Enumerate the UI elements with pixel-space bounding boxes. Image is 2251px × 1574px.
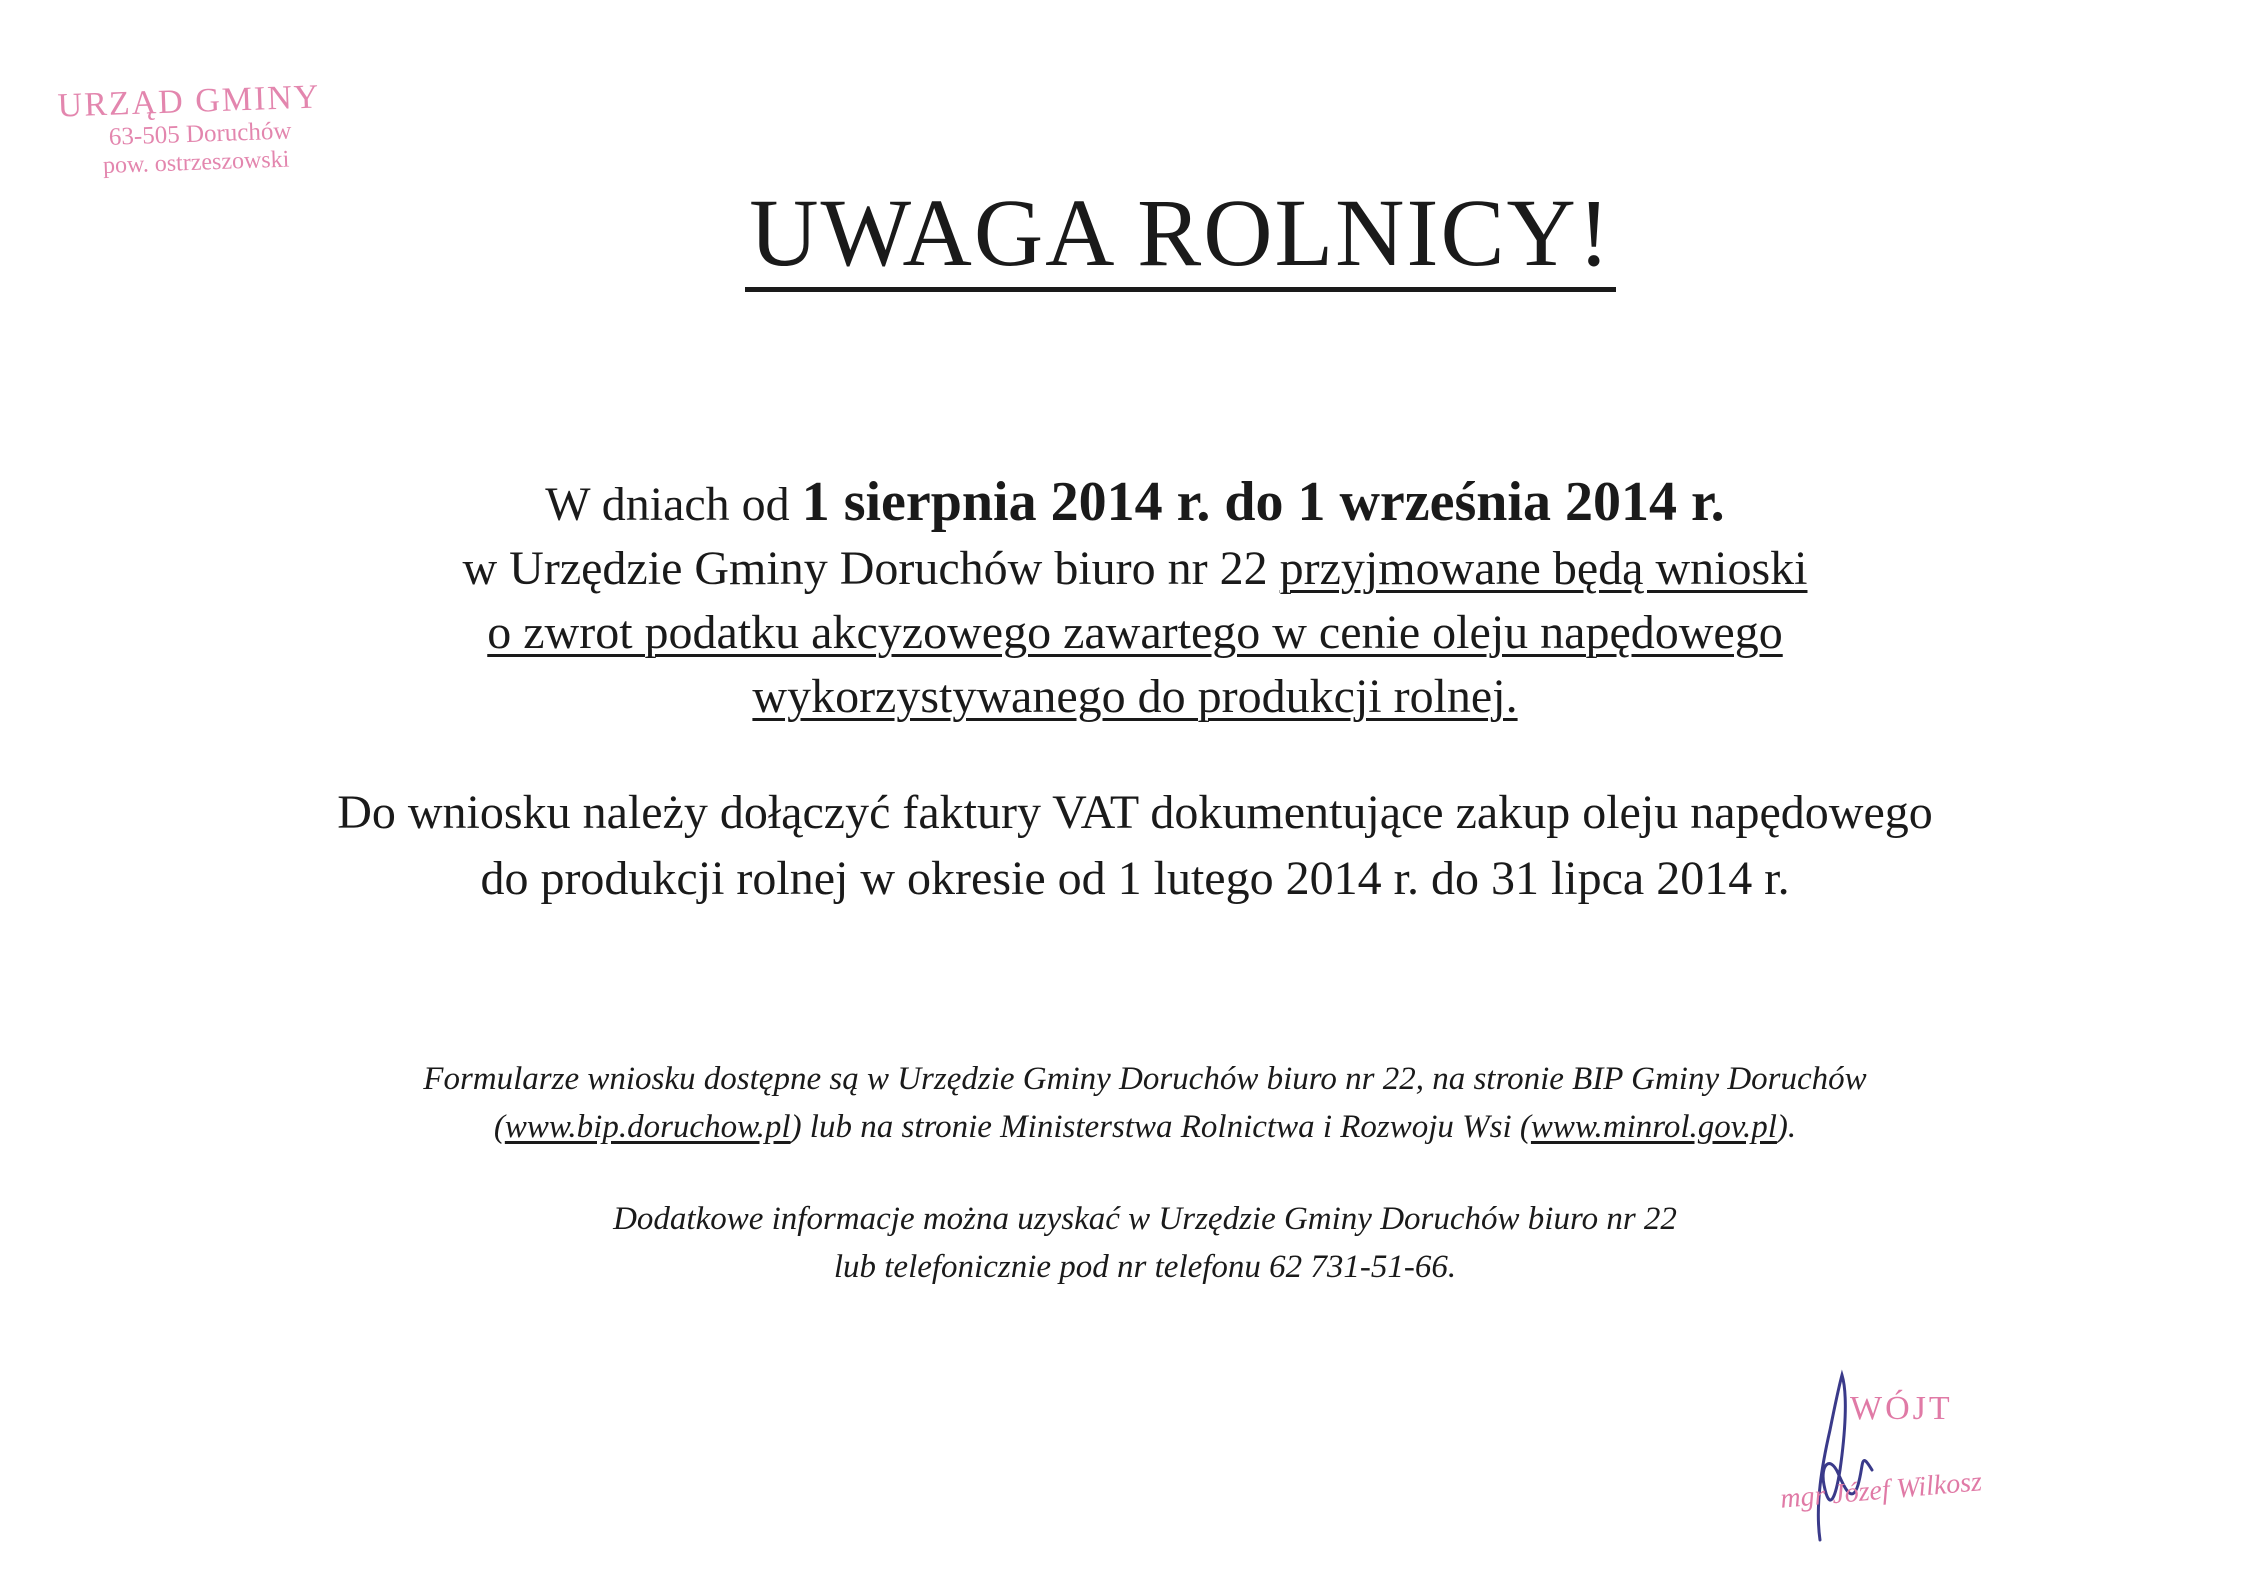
bip-link[interactable]: www.bip.doruchow.pl [504,1109,791,1145]
signature-role: WÓJT [1850,1390,1953,1427]
accepted-applications: przyjmowane będą wnioski [1279,542,1808,595]
stamp-line-address: 63-505 Doruchów [108,117,292,151]
tax-refund-text: o zwrot podatku akcyzowego zawartego w cenie oleju napędowego [487,606,1783,659]
contact-info-line-1: Dodatkowe informacje można uzyskać w Urzędzie Gminy Doruchów biuro nr 22 [613,1201,1677,1237]
stamp-line-county: pow. ostrzeszowski [102,146,290,179]
date-range: 1 sierpnia 2014 r. do 1 września 2014 r. [801,471,1725,533]
paren-close: ). [1776,1109,1797,1145]
attachment-requirements [160,780,2110,912]
office-location: w Urzędzie Gminy Doruchów biuro nr 22 [462,542,1280,595]
announcement-line-1 [200,470,2070,537]
forms-info-line-2 [180,1103,2110,1151]
requirements-line-1: Do wniosku należy dołączyć faktury VAT dokumentujące zakup oleju napędowego [337,786,1933,839]
main-announcement [200,470,2070,729]
requirements-line-2: do produkcji rolnej w okresie od 1 lutego 2014 r. do 31 lipca 2014 r. [480,852,1790,905]
announcement-line-3 [200,601,2070,665]
announcement-line-2 [200,537,2070,601]
contact-info [180,1195,2110,1291]
minrol-link[interactable]: www.minrol.gov.pl [1530,1109,1777,1145]
page-title: UWAGA ROLNICY! [745,185,1616,292]
stamp-line-office: URZĄD GMINY [57,78,321,125]
signature-name: mgr Józef Wilkosz [1778,1466,1984,1515]
forms-info-line-1: Formularze wniosku dostępne są w Urzędzie Gminy Doruchów biuro nr 22, na stronie BIP Gminy Doruchów [423,1061,1867,1097]
announcement-line-4 [200,665,2070,729]
date-intro: W dniach od [545,478,802,531]
ministry-text: ) lub na stronie Ministerstwa Rolnictwa i Rozwoju Wsi ( [790,1109,1531,1145]
handwritten-signature [1760,1335,2080,1555]
agricultural-use-text: wykorzystywanego do produkcji rolnej. [752,670,1518,723]
office-stamp [38,77,341,183]
forms-info [180,1055,2110,1151]
signature-block [1760,1335,2080,1555]
paren-open: ( [493,1109,505,1145]
page-title-wrap [0,179,2251,292]
contact-info-line-2: lub telefonicznie pod nr telefonu 62 731-51-66. [833,1249,1457,1285]
